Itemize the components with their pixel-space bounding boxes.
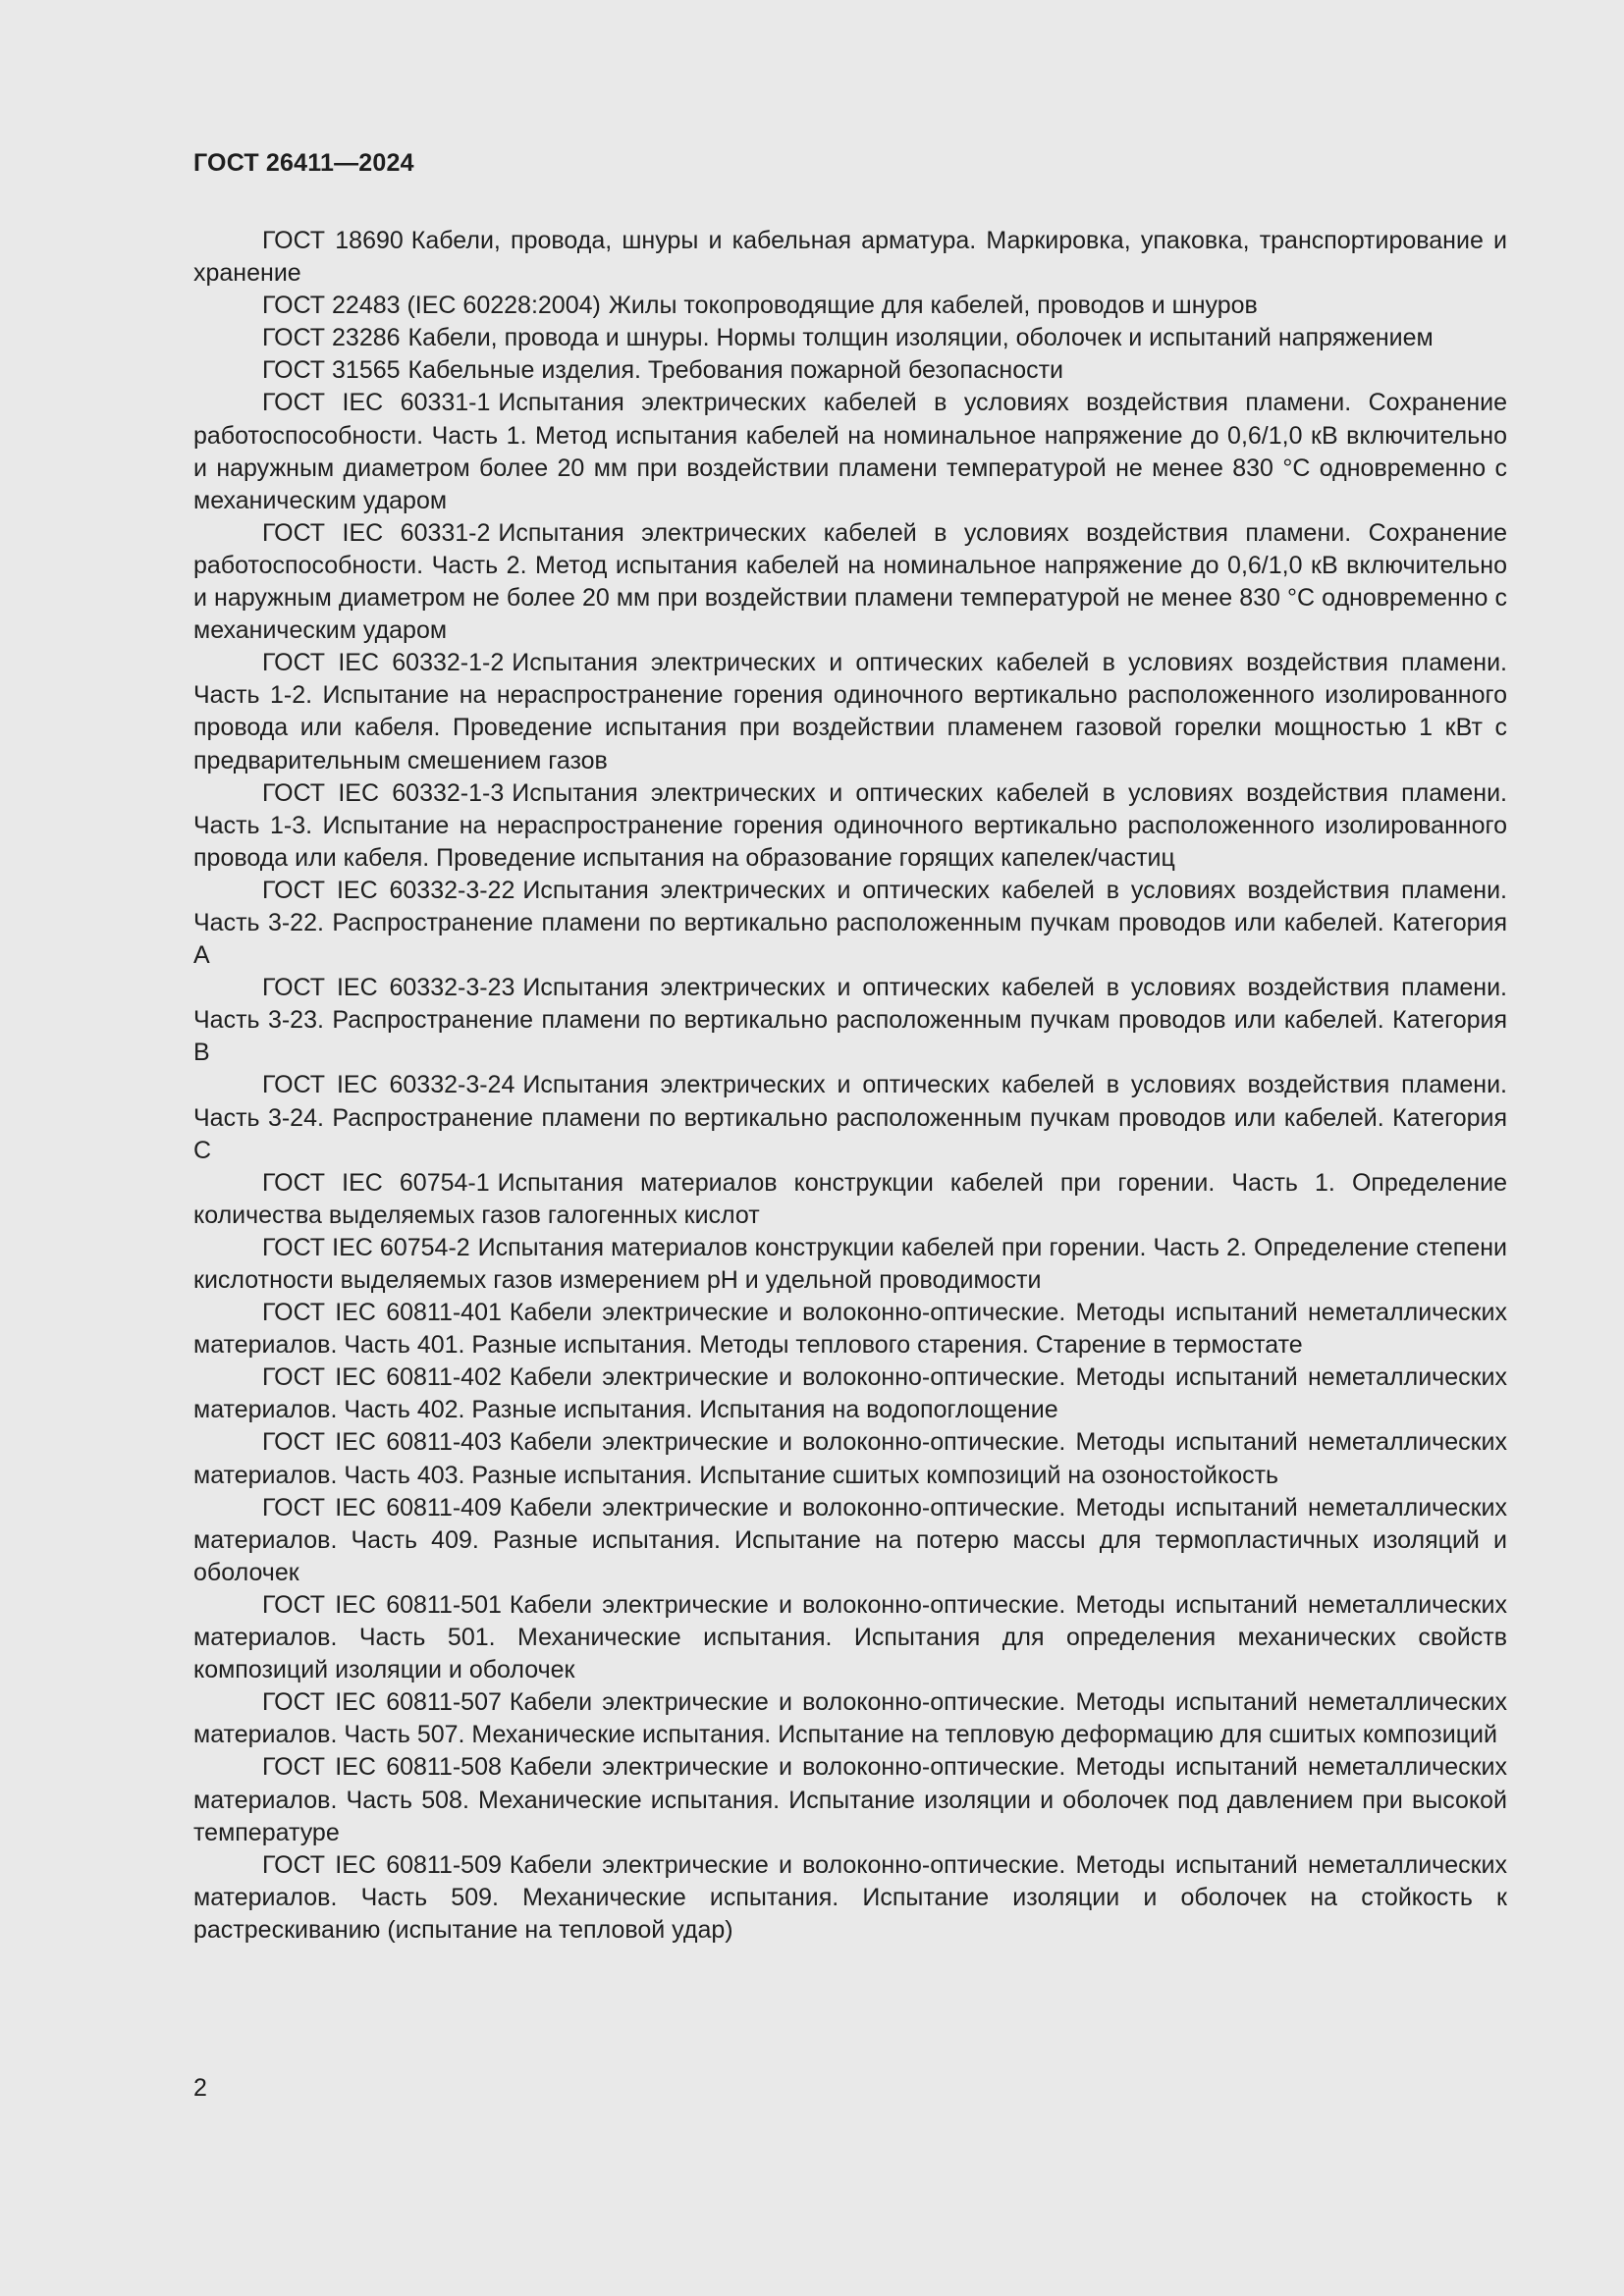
reference-code: ГОСТ IEC 60811-402	[262, 1363, 502, 1392]
reference-code: ГОСТ IEC 60332-1-2	[262, 649, 505, 677]
reference-code: ГОСТ IEC 60331-1	[262, 389, 491, 417]
reference-title: Кабели, провода и шнуры. Нормы толщин изоляции, оболочек и испытаний напряжением	[407, 324, 1434, 352]
reference-item	[193, 1589, 1507, 1686]
reference-code: ГОСТ IEC 60332-1-3	[262, 778, 505, 807]
reference-code: ГОСТ IEC 60811-507	[262, 1688, 502, 1717]
reference-code: ГОСТ IEC 60754-1	[262, 1168, 490, 1197]
reference-item	[193, 1751, 1507, 1848]
reference-code: ГОСТ 22483 (IEC 60228:2004)	[262, 292, 601, 320]
reference-title: Испытания электрических и оптических кабелей в условиях воздействия пламени. Часть 3-23. Распространение пламени по вертикально расположенным пучкам проводов или кабелей. Категория В	[193, 974, 1507, 1067]
page-number: 2	[193, 2074, 207, 2102]
document-header: ГОСТ 26411—2024	[193, 149, 414, 177]
reference-code: ГОСТ 18690	[262, 227, 404, 254]
reference-code: ГОСТ IEC 60811-403	[262, 1428, 502, 1457]
reference-title: Испытания электрических и оптических кабелей в условиях воздействия пламени. Часть 3-24. Распространение пламени по вертикально расположенным пучкам проводов или кабелей. Категория С	[193, 1071, 1507, 1164]
reference-code: ГОСТ IEC 60811-508	[262, 1753, 502, 1782]
reference-title: Кабели электрические и волоконно-оптические. Методы испытаний неметаллических материалов. Часть 509. Механические испытания. Испытание изоляции и оболочек на стойкость к растрескиванию (испытание на тепловой удар)	[193, 1850, 1507, 1944]
reference-item	[193, 517, 1507, 647]
reference-item	[193, 387, 1507, 516]
reference-item	[193, 1232, 1507, 1297]
reference-code: ГОСТ IEC 60811-509	[262, 1850, 502, 1879]
reference-code: ГОСТ IEC 60811-409	[262, 1493, 502, 1522]
reference-title: Испытания электрических и оптических кабелей в условиях воздействия пламени. Часть 3-22. Распространение пламени по вертикально расположенным пучкам проводов или кабелей. Категория А	[193, 876, 1507, 970]
reference-item	[193, 322, 1507, 354]
reference-item	[193, 1686, 1507, 1751]
reference-item	[193, 1492, 1507, 1589]
reference-code: ГОСТ IEC 60811-401	[262, 1299, 502, 1327]
reference-title: Испытания электрических и оптических кабелей в условиях воздействия пламени. Часть 1-2. Испытание на нераспространение горения одиночного вертикально расположенного изолированного провода или кабеля. Проведение испытания при воздействии пламенем газовой горелки мощностью 1 кВт с предварительным смешением газов	[193, 649, 1507, 774]
reference-code: ГОСТ IEC 60811-501	[262, 1590, 502, 1619]
reference-title: Кабели электрические и волоконно-оптические. Методы испытаний неметаллических материалов. Часть 507. Механические испытания. Испытание на тепловую деформацию для сшитых композиций	[193, 1688, 1507, 1749]
reference-item	[193, 1362, 1507, 1426]
reference-code: ГОСТ IEC 60332-3-24	[262, 1071, 515, 1099]
reference-code: ГОСТ IEC 60332-3-22	[262, 876, 515, 904]
reference-title: Кабели, провода, шнуры и кабельная арматура. Маркировка, упаковка, транспортирование и хранение	[193, 227, 1507, 288]
reference-item	[193, 1167, 1507, 1232]
reference-item	[193, 1069, 1507, 1166]
reference-item	[193, 1426, 1507, 1491]
reference-title: Кабели электрические и волоконно-оптические. Методы испытаний неметаллических материалов. Часть 402. Разные испытания. Испытания на водопоглощение	[193, 1363, 1507, 1424]
reference-title: Кабели электрические и волоконно-оптические. Методы испытаний неметаллических материалов. Часть 403. Разные испытания. Испытание сшитых композиций на озоностойкость	[193, 1428, 1507, 1489]
reference-title: Кабели электрические и волоконно-оптические. Методы испытаний неметаллических материалов. Часть 401. Разные испытания. Методы теплового старения. Старение в термостате	[193, 1299, 1507, 1360]
reference-title: Жилы токопроводящие для кабелей, проводов и шнуров	[608, 292, 1258, 320]
reference-title: Испытания электрических и оптических кабелей в условиях воздействия пламени. Часть 1-3. Испытание на нераспространение горения одиночного вертикально расположенного изолированного провода или кабеля. Проведение испытания на образование горящих капелек/частиц	[193, 778, 1507, 872]
reference-item	[193, 647, 1507, 776]
reference-code: ГОСТ 23286	[262, 324, 401, 352]
reference-title: Испытания материалов конструкции кабелей при горении. Часть 1. Определение количества выделяемых газов галогенных кислот	[193, 1168, 1508, 1229]
reference-title: Кабели электрические и волоконно-оптические. Методы испытаний неметаллических материалов. Часть 501. Механические испытания. Испытания для определения механических свойств композиций изоляции и оболочек	[193, 1590, 1507, 1684]
reference-code: ГОСТ IEC 60331-2	[262, 518, 491, 547]
reference-title: Кабели электрические и волоконно-оптические. Методы испытаний неметаллических материалов. Часть 508. Механические испытания. Испытание изоляции и оболочек под давлением при высокой температуре	[193, 1753, 1507, 1846]
normative-references-list	[193, 225, 1507, 1947]
reference-title: Кабели электрические и волоконно-оптические. Методы испытаний неметаллических материалов. Часть 409. Разные испытания. Испытание на потерю массы для термопластичных изоляций и оболочек	[193, 1493, 1507, 1586]
reference-code: ГОСТ IEC 60332-3-23	[262, 974, 515, 1002]
reference-item	[193, 777, 1507, 875]
reference-code: ГОСТ 31565	[262, 356, 401, 385]
reference-item	[193, 875, 1507, 972]
reference-title: Испытания электрических кабелей в условиях воздействия пламени. Сохранение работоспособности. Часть 2. Метод испытания кабелей на номинальное напряжение до 0,6/1,0 кВ включительно и наружным диаметром не более 20 мм при воздействии пламени температурой не менее 830 °С одновременно с механическим ударом	[193, 518, 1507, 645]
reference-item	[193, 225, 1507, 290]
reference-code: ГОСТ IEC 60754-2	[262, 1233, 470, 1261]
reference-item	[193, 972, 1507, 1069]
reference-item	[193, 1297, 1507, 1362]
reference-item	[193, 354, 1507, 387]
reference-title: Испытания материалов конструкции кабелей при горении. Часть 2. Определение степени кислотности выделяемых газов измерением pH и удельной проводимости	[193, 1233, 1507, 1294]
reference-item	[193, 1849, 1507, 1947]
reference-title: Кабельные изделия. Требования пожарной безопасности	[407, 356, 1064, 385]
reference-item	[193, 290, 1507, 322]
reference-title: Испытания электрических кабелей в условиях воздействия пламени. Сохранение работоспособности. Часть 1. Метод испытания кабелей на номинальное напряжение до 0,6/1,0 кВ включительно и наружным диаметром более 20 мм при воздействии пламени температурой не менее 830 °С одновременно с механическим ударом	[193, 389, 1507, 514]
